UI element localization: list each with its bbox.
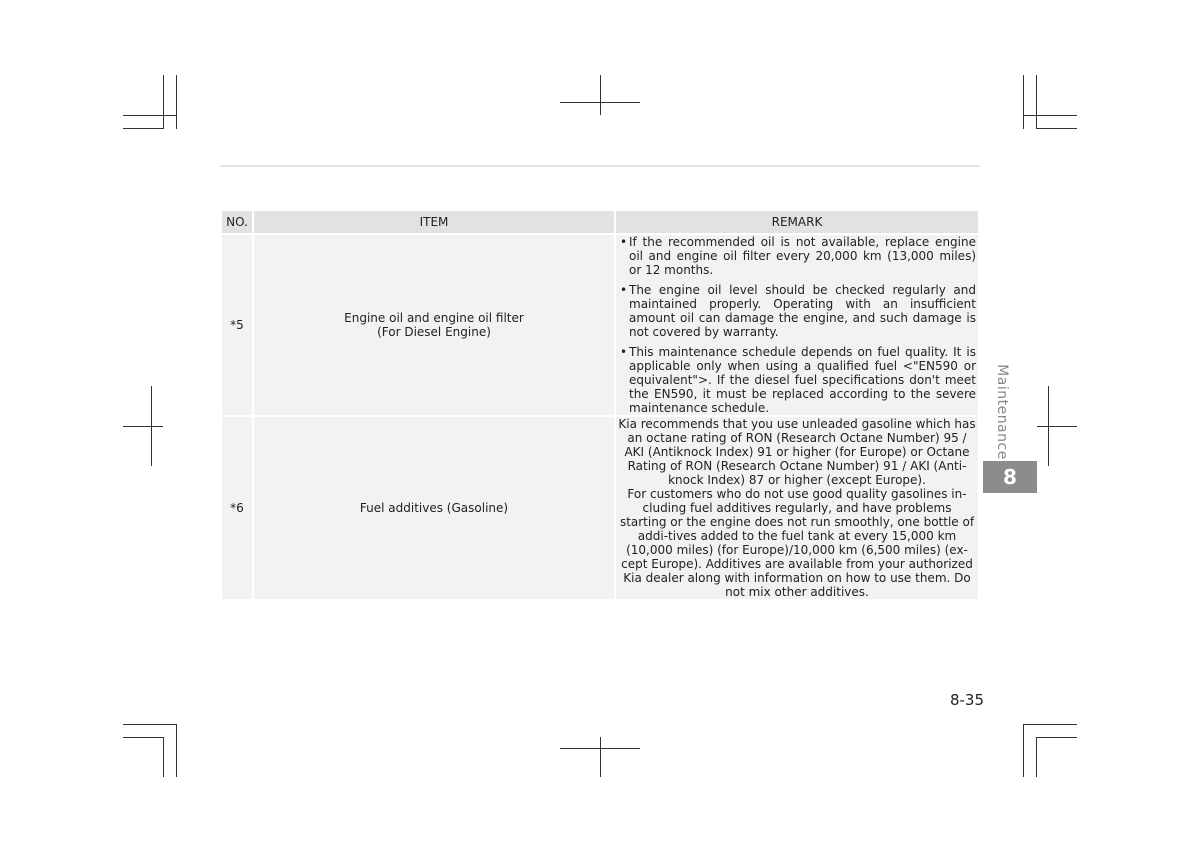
bullet-icon: • xyxy=(620,345,628,359)
crop-mark xyxy=(151,386,152,466)
remark-item xyxy=(618,235,976,277)
row-number: *6 xyxy=(222,415,252,599)
crop-mark xyxy=(123,426,163,427)
table-row xyxy=(222,415,978,599)
crop-mark xyxy=(600,75,601,115)
header-item: ITEM xyxy=(254,211,614,233)
bullet-icon: • xyxy=(620,283,628,297)
crop-mark xyxy=(163,737,164,777)
crop-mark xyxy=(1037,426,1077,427)
crop-mark xyxy=(1048,386,1049,466)
crop-mark xyxy=(1023,724,1024,777)
remark-paragraph: Kia recommends that you use unleaded gasoline which has an octane rating of RON (Research Octane Number) 95 / AKI (Antiknock Index) 91 or higher (for Europe) or Octane Rating of RON (Research Octane Number) 91 / AKI (Anti-knock Index) 87 or higher (except Europe). xyxy=(618,417,976,487)
item-line: Fuel additives (Gasoline) xyxy=(359,501,509,515)
crop-mark xyxy=(1023,724,1077,725)
crop-mark xyxy=(600,737,601,777)
page-number: 8-35 xyxy=(949,691,984,709)
crop-mark xyxy=(163,75,164,129)
bullet-icon: • xyxy=(620,235,628,249)
row-remark xyxy=(616,415,978,599)
remark-text: This maintenance schedule depends on fuel quality. It is applicable only when using a qualified fuel <"EN590 or equivalent">. If the diesel fuel specifications don't meet the EN590, it must be replaced according to the severe maintenance schedule. xyxy=(629,345,976,415)
remark-item xyxy=(618,283,976,339)
crop-mark xyxy=(1036,75,1037,129)
crop-mark xyxy=(1023,75,1024,129)
row-item xyxy=(254,233,614,415)
table-row xyxy=(222,233,978,415)
remark-text: If the recommended oil is not available, replace engine oil and engine oil filter every 20,000 km (13,000 miles) or 12 months. xyxy=(629,235,976,277)
remark-paragraph: For customers who do not use good quality gasolines in-cluding fuel additives regularly, and have problems starting or the engine does not run smoothly, one bottle of addi-tives added to the fuel tank at every 15,000 km (10,000 miles) (for Europe)/10,000 km (6,500 miles) (ex-cept Europe). Additives are available from your authorized Kia dealer along with information on how to use them. Do not mix other additives. xyxy=(619,487,975,599)
crop-mark xyxy=(123,724,177,725)
item-line: (For Diesel Engine) xyxy=(377,325,491,339)
remark-item xyxy=(618,345,976,415)
table-header-row xyxy=(222,211,978,233)
row-remark xyxy=(616,233,978,415)
header-no: NO. xyxy=(222,211,252,233)
chapter-side-label: Maintenance xyxy=(994,364,1010,460)
crop-mark xyxy=(176,75,177,129)
crop-mark xyxy=(123,737,164,738)
crop-mark xyxy=(123,115,177,116)
remark-text: The engine oil level should be checked regularly and maintained properly. Operating with an insufficient amount oil can damage the engine, and such damage is not covered by warranty. xyxy=(629,283,976,339)
chapter-tab: 8 xyxy=(983,461,1037,493)
row-number: *5 xyxy=(222,233,252,415)
header-rule xyxy=(220,165,980,167)
maintenance-table xyxy=(220,211,980,599)
crop-mark xyxy=(1023,115,1077,116)
row-item xyxy=(254,415,614,599)
crop-mark xyxy=(1036,128,1077,129)
remark-list xyxy=(618,235,976,415)
crop-mark xyxy=(123,128,164,129)
item-line: Engine oil and engine oil filter xyxy=(344,311,524,325)
crop-mark xyxy=(176,724,177,777)
header-remark: REMARK xyxy=(616,211,978,233)
crop-mark xyxy=(1036,737,1077,738)
crop-mark xyxy=(1036,737,1037,777)
